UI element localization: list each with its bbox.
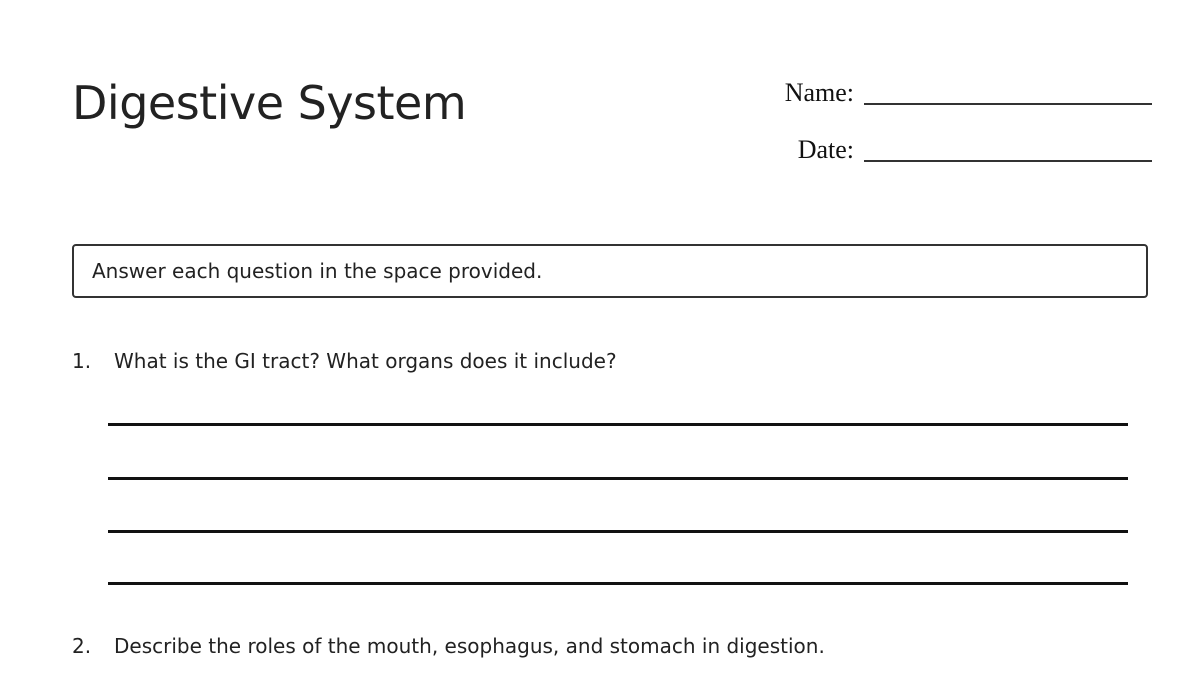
question-2 [72,633,825,659]
question-text: What is the GI tract? What organs does it include? [114,349,617,373]
answer-line[interactable] [108,582,1128,585]
name-field-row [785,76,1152,110]
instructions-text: Answer each question in the space provided. [92,259,543,283]
question-number: 2. [72,634,92,658]
answer-line[interactable] [108,423,1128,426]
date-input-line[interactable] [864,160,1152,162]
worksheet-title: Digestive System [72,76,467,130]
name-input-line[interactable] [864,103,1152,105]
date-field-row [798,133,1152,167]
question-number: 1. [72,349,92,373]
name-label: Name: [784,78,854,107]
question-1 [72,348,617,374]
date-label: Date: [797,135,854,164]
instructions-box [72,244,1148,298]
question-text: Describe the roles of the mouth, esophagus, and stomach in digestion. [114,634,825,658]
answer-line[interactable] [108,530,1128,533]
answer-line[interactable] [108,477,1128,480]
